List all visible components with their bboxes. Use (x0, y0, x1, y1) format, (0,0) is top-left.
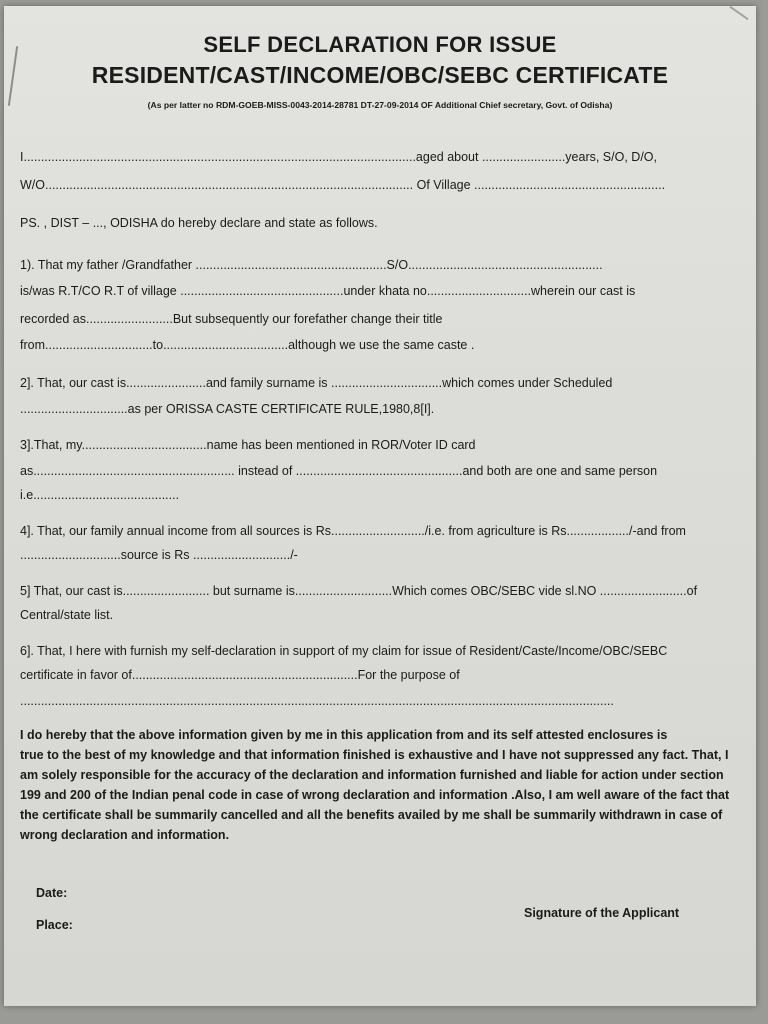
clause-4-line: .............................source is Rs ............................/- (20, 548, 298, 562)
clause-6-line: ........................................................................................................................................................................... (20, 694, 614, 708)
clause-1-line: 1). That my father /Grandfather .......................................................S/O........................................................ (20, 258, 603, 272)
clause-6-line: certificate in favor of.................................................................For the purpose of (20, 668, 460, 682)
declaration-line: 199 and 200 of the Indian penal code in case of wrong declaration and information .Also, I am well aware of the fact that (20, 788, 730, 802)
intro-line: I.................................................................................................................aged about ........................years, S/O, D/O, (20, 150, 657, 164)
declaration-line: I do hereby that the above information given by me in this application from and its self attested enclosures is (20, 728, 668, 742)
form-title-line-2: RESIDENT/CAST/INCOME/OBC/SEBC CERTIFICATE (91, 62, 669, 88)
clause-4-line: 4]. That, our family annual income from all sources is Rs.........................../i.e. from agriculture is Rs................../-and from (20, 524, 686, 538)
clause-6-line: 6]. That, I here with furnish my self-declaration in support of my claim for issue of Resident/Caste/Income/OBC/SEBC (20, 644, 668, 658)
clause-3-line: 3].That, my....................................name has been mentioned in ROR/Voter ID card (20, 438, 476, 452)
clause-1-line: is/was R.T/CO R.T of village ...............................................under khata no..............................wherein our cast is (20, 284, 636, 298)
declaration-line: true to the best of my knowledge and that information finished is exhaustive and I have not suppressed any fact. That, I (20, 748, 729, 762)
signature-label: Signature of the Applicant (524, 906, 680, 920)
declaration-line: wrong declaration and information. (20, 828, 230, 842)
clause-2-line: ...............................as per ORISSA CASTE CERTIFICATE RULE,1980,8[I]. (20, 402, 435, 416)
clause-2-line: 2]. That, our cast is.......................and family surname is ................................which comes under Scheduled (20, 376, 613, 390)
clause-3-line: i.e.......................................... (20, 488, 180, 502)
clause-3-line: as.......................................................... instead of ................................................and both are one and same person (20, 464, 658, 478)
clause-5-line: Central/state list. (20, 608, 114, 622)
form-reference: (As per latter no RDM-GOEB-MISS-0043-2014-28781 DT-27-09-2014 OF Additional Chief secretary, Govt. of Odisha) (147, 100, 613, 110)
clause-1-line: from...............................to....................................although we use the same caste . (20, 338, 475, 352)
form-title-line-1: SELF DECLARATION FOR ISSUE (203, 32, 557, 57)
clause-5-line: 5] That, our cast is......................... but surname is............................Which comes OBC/SEBC vide sl.NO .........................of (20, 584, 698, 598)
intro-line: PS. , DIST – ..., ODISHA do hereby declare and state as follows. (20, 216, 378, 230)
staple-mark (729, 6, 748, 20)
declaration-line: the certificate shall be summarily cancelled and all the benefits availed by me shall be summarily withdrawn in case of (20, 808, 723, 822)
declaration-line: am solely responsible for the accuracy of the declaration and information furnished and liable for action under section (20, 768, 724, 782)
clause-1-line: recorded as.........................But subsequently our forefather change their title (20, 312, 443, 326)
place-label: Place: (36, 918, 73, 932)
declaration-form-page (4, 6, 756, 1006)
date-label: Date: (36, 886, 68, 900)
intro-line: W/O.......................................................................................................... Of Village ....................................................... (20, 178, 666, 192)
